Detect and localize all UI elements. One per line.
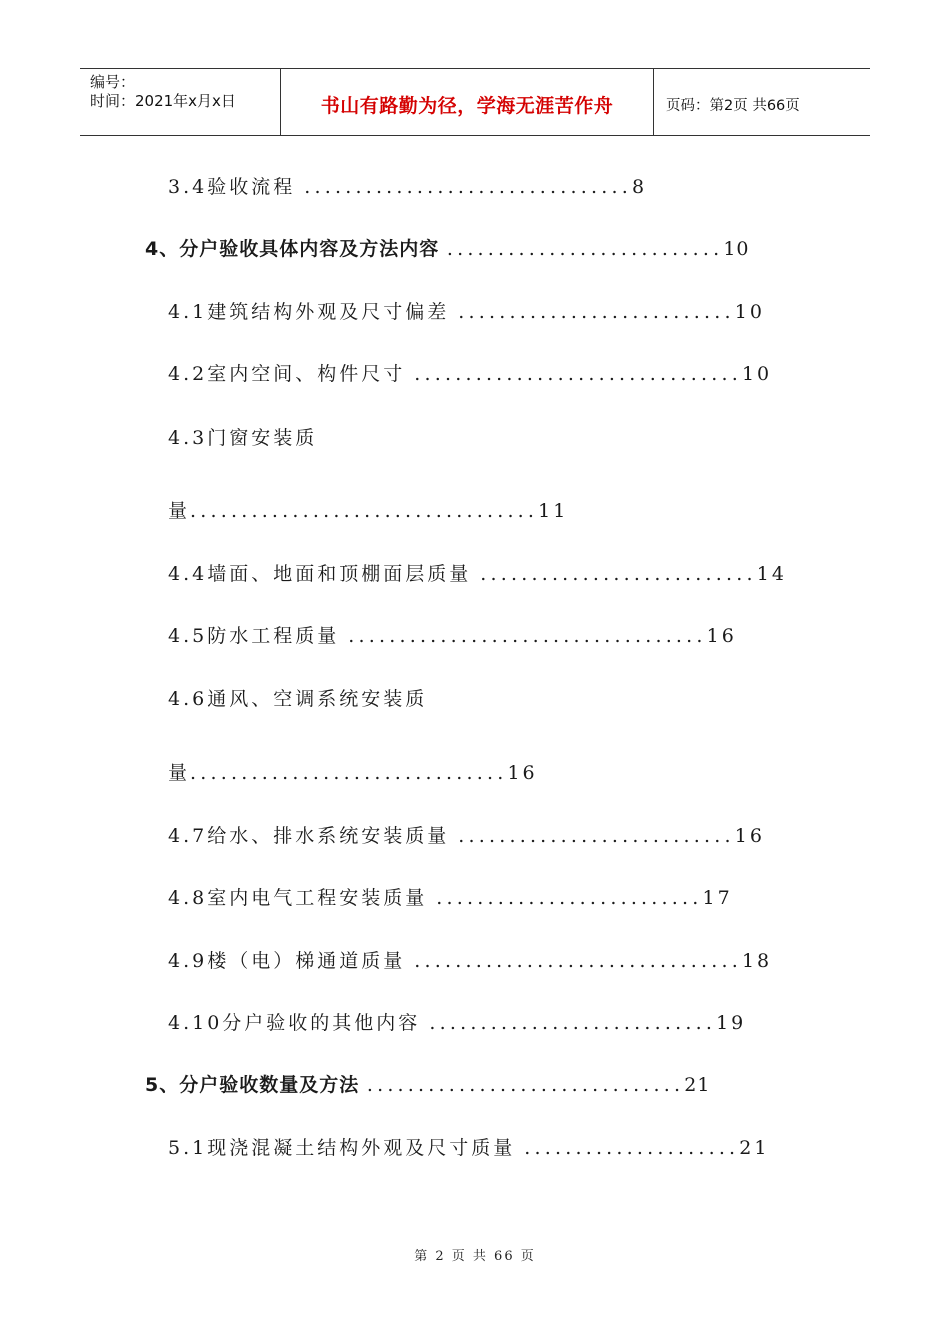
- toc-entry-4-8: [168, 883, 733, 910]
- toc-entry-title: 4.6通风、空调系统安装质: [168, 688, 428, 710]
- toc-leader-dots: ...............................: [366, 1074, 685, 1096]
- toc-entry-title: 量: [168, 500, 191, 522]
- toc-entry-4-6: [168, 684, 427, 711]
- toc-leader-dots: ..........................: [436, 887, 703, 909]
- toc-entry-4-4: [168, 559, 787, 586]
- header-time-label: 时间：2021年x月x日: [90, 92, 236, 110]
- toc-page-number: 16: [706, 625, 737, 647]
- toc-page-number: 21: [739, 1137, 770, 1159]
- toc-entry-4-9: [168, 946, 772, 973]
- toc-entry-4-6-cont: [168, 758, 538, 785]
- toc-entry-title: 4.1建筑结构外观及尺寸偏差: [168, 301, 459, 323]
- toc-leader-dots: ................................: [304, 176, 632, 198]
- toc-entry-4-10: [168, 1008, 746, 1035]
- toc-entry-title: 5、分户验收数量及方法: [145, 1074, 367, 1096]
- toc-entry-5: [145, 1070, 710, 1097]
- toc-entry-title: 4.9楼（电）梯通道质量: [168, 950, 415, 972]
- toc-page-number: 16: [507, 762, 538, 784]
- toc-leader-dots: .....................: [524, 1137, 740, 1159]
- toc-page-number: 10: [741, 363, 773, 385]
- page-header: [80, 68, 870, 136]
- toc-entry-4-5: [168, 621, 737, 648]
- toc-entry-4-3: [168, 423, 317, 450]
- toc-leader-dots: ................................: [414, 950, 742, 972]
- toc-leader-dots: ................................: [414, 363, 742, 385]
- toc-entry-4-7: [168, 821, 765, 848]
- header-page-info: 页码：第2页 共66页: [666, 97, 800, 114]
- toc-leader-dots: ...............................: [190, 762, 508, 784]
- toc-page-number: 8: [631, 176, 648, 198]
- toc-entry-title: 3.4验收流程: [168, 176, 305, 198]
- toc-entry-4-1: [168, 297, 765, 324]
- toc-page-number: 10: [723, 238, 750, 260]
- toc-entry-3-4: [168, 172, 647, 199]
- header-motto: 书山有路勤为径，学海无涯苦作舟: [281, 69, 654, 135]
- toc-entry-title: 5.1现浇混凝土结构外观及尺寸质量: [168, 1137, 525, 1159]
- toc-page-number: 21: [684, 1074, 711, 1096]
- toc-leader-dots: ...........................: [480, 563, 757, 585]
- toc-entry-title: 4.3门窗安装质: [168, 427, 318, 449]
- toc-entry-title: 4.5防水工程质量: [168, 625, 349, 647]
- toc-leader-dots: ...........................: [458, 825, 735, 847]
- toc-leader-dots: ...........................: [458, 301, 735, 323]
- page-footer: 第 2 页 共 66 页: [414, 1249, 536, 1264]
- header-number-label: 编号：: [90, 73, 136, 91]
- toc-page-number: 14: [756, 563, 787, 585]
- toc-page-number: 19: [716, 1012, 747, 1034]
- toc-entry-title: 4.4墙面、地面和顶棚面层质量: [168, 563, 481, 585]
- toc-entry-title: 4.8室内电气工程安装质量: [168, 887, 437, 909]
- toc-entry-title: 4、分户验收具体内容及方法内容: [145, 238, 447, 260]
- toc-entry-title: 4.2室内空间、构件尺寸: [168, 363, 415, 385]
- toc-leader-dots: ...........................: [446, 238, 724, 260]
- toc-page-number: 18: [741, 950, 773, 972]
- toc-entry-4-3-cont: [168, 496, 568, 523]
- toc-entry-title: 4.10分户验收的其他内容: [168, 1012, 430, 1034]
- toc-entry-title: 4.7给水、排水系统安装质量: [168, 825, 459, 847]
- toc-leader-dots: ...................................: [348, 625, 707, 647]
- toc-entry-4-2: [168, 359, 772, 386]
- toc-entry-5-1: [168, 1133, 769, 1160]
- toc-page-number: 11: [538, 500, 569, 522]
- header-meta: [80, 69, 281, 135]
- toc-page-number: 17: [702, 887, 733, 909]
- toc-leader-dots: ............................: [429, 1012, 717, 1034]
- toc-leader-dots: ..................................: [190, 500, 539, 522]
- toc-entry-4: [145, 234, 750, 261]
- toc-page-number: 10: [734, 301, 765, 323]
- toc-page-number: 16: [734, 825, 765, 847]
- toc-entry-title: 量: [168, 762, 191, 784]
